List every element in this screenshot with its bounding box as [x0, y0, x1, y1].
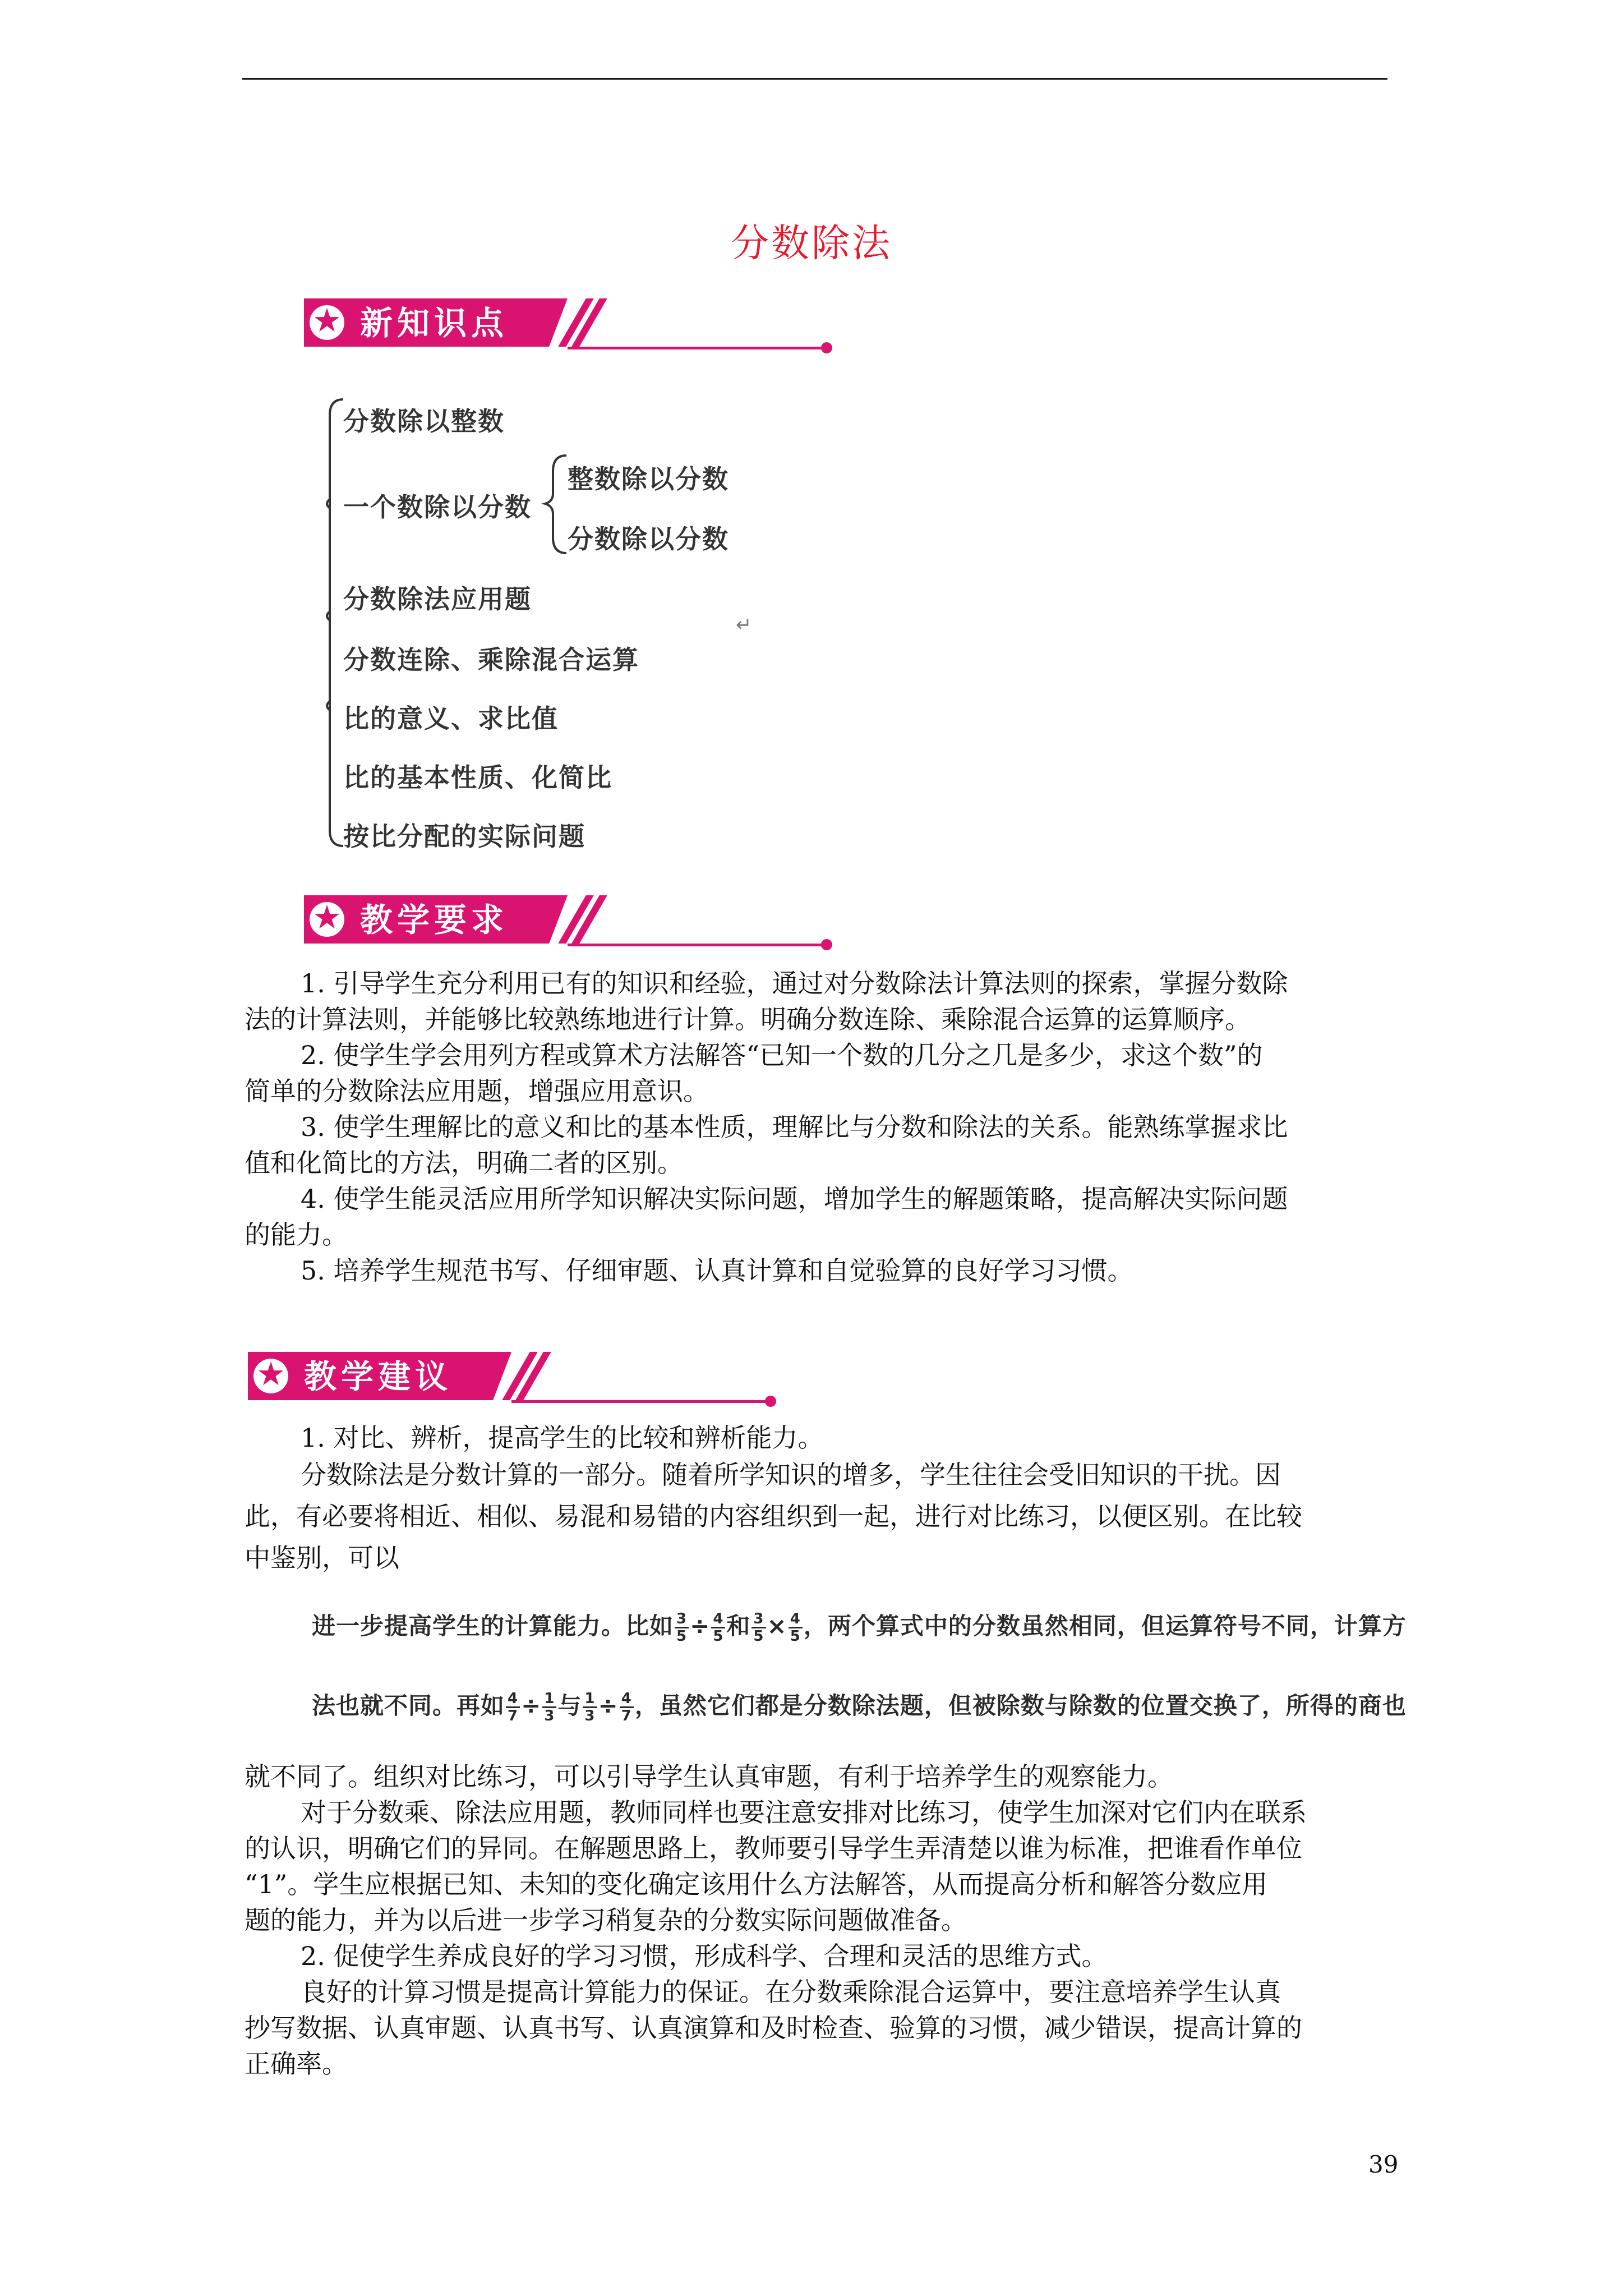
conjunction: 与	[557, 1692, 582, 1719]
suggestion-1-paragraph-line: 题的能力，并为以后进一步学习稍复杂的分数实际问题做准备。	[245, 1905, 967, 1935]
page-title: 分数除法	[730, 222, 892, 266]
operator-multiply: ×	[767, 1612, 787, 1640]
suggestion-2-paragraph-line: 正确率。	[245, 2049, 348, 2079]
fraction-example-text: 进一步提高学生的计算能力。比如	[312, 1612, 674, 1640]
requirement-2-line: 简单的分数除法应用题，增强应用意识。	[245, 1076, 709, 1106]
suggestion-1-paragraph-line: 的认识，明确它们的异同。在解题思路上，教师要引导学生弄清楚以谁为标准，把谁看作单位	[245, 1833, 1302, 1864]
outline-subitem-fraction-by-fraction: 分数除以分数	[568, 524, 729, 554]
section-underline-dot	[821, 939, 832, 950]
fraction: $\frac{1}{3}$	[583, 1691, 597, 1724]
outline-main-brace-tick	[327, 499, 330, 508]
fraction: $\frac{4}{7}$	[620, 1691, 634, 1724]
fraction-example-text: ，虽然它们都是分数除法题，但被除数与除数的位置交换了，所得的商也	[634, 1692, 1407, 1719]
section-title: 教学要求	[360, 901, 509, 939]
outline-main-brace-tick	[327, 701, 330, 710]
fraction-example-text: 法也就不同。再如	[312, 1692, 505, 1719]
suggestion-2-paragraph-line: 抄写数据、认真审题、认真书写、认真演算和及时检查、验算的习惯，减少错误，提高计算的	[245, 2013, 1302, 2043]
section-underline-dot	[765, 1396, 776, 1407]
fraction-example-text: ，两个算式中的分数虽然相同，但运算符号不同，计算方	[803, 1612, 1407, 1640]
section-underline-dot	[821, 342, 832, 353]
operator-divide: ÷	[598, 1692, 619, 1719]
requirement-4-line: 的能力。	[245, 1220, 348, 1250]
fraction-example-line-2	[312, 1687, 1407, 1724]
outline-item-divide-by-integer: 分数除以整数	[343, 406, 505, 436]
outline-subitem-integer-by-fraction: 整数除以分数	[568, 464, 729, 494]
fraction: $\frac{4}{5}$	[789, 1611, 803, 1644]
suggestion-1-paragraph-line: 对于分数乘、除法应用题，教师同样也要注意安排对比练习，使学生加深对它们内在联系	[301, 1797, 1307, 1828]
outline-item-ratio-meaning: 比的意义、求比值	[343, 703, 559, 734]
suggestion-1-paragraph-line: 此，有必要将相近、相似、易混和易错的内容组织到一起，进行对比练习，以便区别。在比较	[245, 1501, 1302, 1531]
section-underline	[568, 944, 826, 946]
suggestion-1-paragraph-line: “1”。学生应根据已知、未知的变化确定该用什么方法解答，从而提高分析和解答分数应用	[245, 1869, 1268, 1899]
star-icon: ★	[312, 898, 342, 936]
fraction-example-line-1	[312, 1608, 1407, 1644]
outline-sub-brace	[545, 455, 566, 553]
suggestion-1-paragraph-line: 中鉴别，可以	[245, 1543, 399, 1573]
suggestion-2-paragraph-line: 良好的计算习惯是提高计算能力的保证。在分数乘除混合运算中，要注意培养学生认真	[301, 1977, 1281, 2007]
suggestion-1-heading: 1. 对比、辨析，提高学生的比较和辨析能力。	[301, 1423, 824, 1453]
outline-item-mixed-operations: 分数连除、乘除混合运算	[343, 645, 639, 675]
requirement-1-line: 1. 引导学生充分利用已有的知识和经验，通过对分数除法计算法则的探索，掌握分数除	[301, 968, 1288, 999]
outline-item-word-problems: 分数除法应用题	[343, 584, 532, 614]
outline-main-brace	[330, 399, 343, 846]
requirement-4-line: 4. 使学生能灵活应用所学知识解决实际问题，增加学生的解题策略，提高解决实际问题	[301, 1184, 1288, 1214]
conjunction: 和	[726, 1612, 751, 1640]
page-number: 39	[1368, 2151, 1399, 2178]
outline-item-divide-by-fraction: 一个数除以分数	[343, 492, 532, 522]
requirement-2-line: 2. 使学生学会用列方程或算术方法解答“已知一个数的几分之几是多少，求这个数”的	[301, 1040, 1263, 1070]
outline-main-brace-tick	[327, 611, 330, 620]
top-rule	[242, 78, 1387, 80]
operator-divide: ÷	[690, 1612, 711, 1640]
fraction: $\frac{3}{5}$	[751, 1611, 766, 1644]
outline-item-proportional-distribution: 按比分配的实际问题	[343, 821, 585, 852]
operator-divide: ÷	[521, 1692, 542, 1719]
requirement-3-line: 3. 使学生理解比的意义和比的基本性质，理解比与分数和除法的关系。能熟练掌握求比	[301, 1112, 1288, 1142]
suggestion-1-paragraph-line: 分数除法是分数计算的一部分。随着所学知识的增多，学生往往会受旧知识的干扰。因	[301, 1460, 1281, 1490]
return-mark: ↵	[736, 614, 752, 636]
section-header-knowledge	[304, 298, 831, 360]
suggestion-1-paragraph-line: 就不同了。组织对比练习，可以引导学生认真审题，有利于培养学生的观察能力。	[245, 1761, 1173, 1792]
fraction: $\frac{1}{3}$	[542, 1691, 556, 1724]
requirement-3-line: 值和化简比的方法，明确二者的区别。	[245, 1148, 683, 1178]
star-icon: ★	[256, 1355, 285, 1393]
requirement-1-line: 法的计算法则，并能够比较熟练地进行计算。明确分数连除、乘除混合运算的运算顺序。	[245, 1004, 1251, 1034]
fraction: $\frac{4}{7}$	[506, 1691, 520, 1724]
outline-item-ratio-properties: 比的基本性质、化简比	[343, 762, 612, 793]
section-header-suggestions	[248, 1352, 775, 1414]
section-header-requirements	[304, 895, 831, 957]
fraction: $\frac{3}{5}$	[675, 1611, 689, 1644]
section-underline	[511, 1400, 769, 1403]
section-underline	[568, 347, 826, 349]
suggestion-2-heading: 2. 促使学生养成良好的学习习惯，形成科学、合理和灵活的思维方式。	[301, 1941, 1108, 1971]
section-title: 新知识点	[360, 304, 509, 342]
star-icon: ★	[312, 301, 342, 339]
requirement-5-line: 5. 培养学生规范书写、仔细审题、认真计算和自觉验算的良好学习习惯。	[301, 1255, 1133, 1286]
fraction: $\frac{4}{5}$	[711, 1611, 725, 1644]
section-title: 教学建议	[304, 1358, 453, 1396]
